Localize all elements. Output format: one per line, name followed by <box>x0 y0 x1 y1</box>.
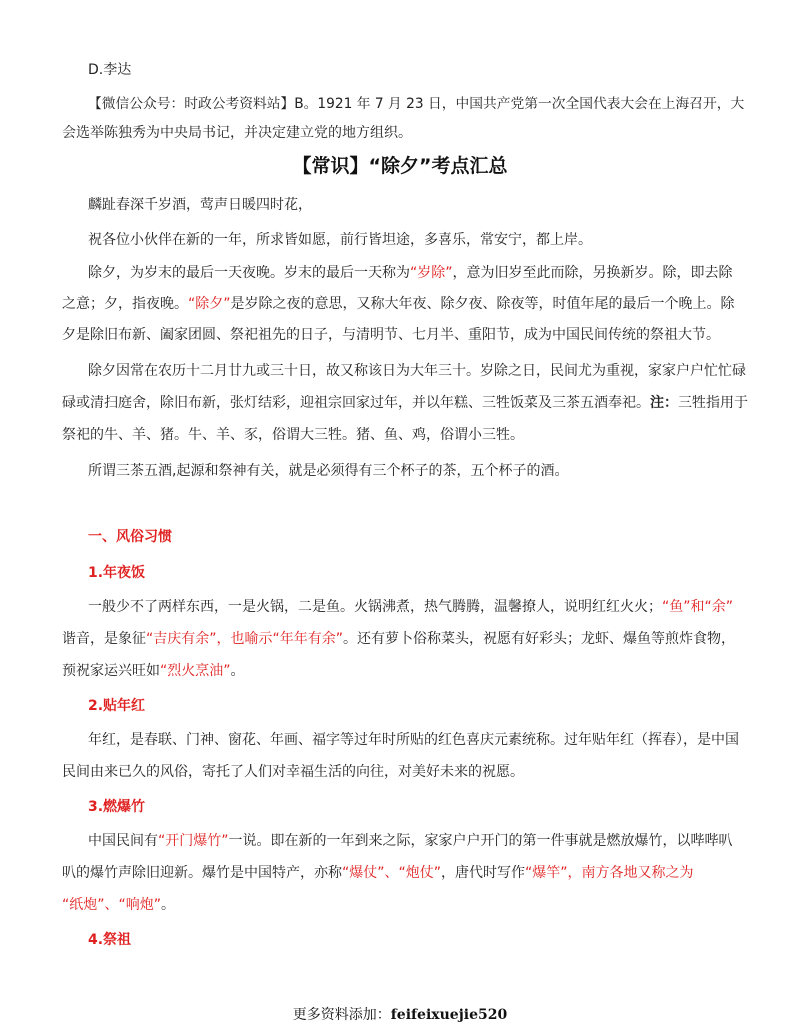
text-segment: 。 <box>161 897 176 913</box>
text-segment: 。 <box>230 663 245 679</box>
text-segment: 除夕，为岁末的最后一天夜晚。岁末的最后一天称为 <box>88 265 410 281</box>
footer-contact <box>0 1004 800 1024</box>
text-segment: 叭的爆竹声除旧迎新。爆竹是中国特产，亦称 <box>62 865 342 881</box>
intro-paragraph-4-line1: 除夕因常在农历十二月廿九或三十日，故又称该日为大年三十。岁除之日，民间尤为重视，家家户户忙忙碌 <box>88 363 746 379</box>
intro-paragraph-4-line2 <box>62 393 748 413</box>
text-segment: 谐音，是象征 <box>62 631 146 647</box>
sub3-line3 <box>62 895 175 915</box>
text-segment: 。还有萝卜俗称菜头，祝愿有好彩头；龙虾、爆鱼等煎炸食物， <box>343 631 736 647</box>
text-segment: 碌或清扫庭舍，除旧布新，张灯结彩，迎祖宗回家过年，并以年糕、三牲饭菜及三茶五酒奉祀。 <box>62 395 650 411</box>
answer-explain-line2: 会选举陈独秀为中央局书记，并决定建立党的地方组织。 <box>62 125 412 141</box>
subsection-title-3: 3.燃爆竹 <box>88 799 146 815</box>
sub2-line2: 民间由来已久的风俗，寄托了人们对幸福生活的向往，对美好未来的祝愿。 <box>62 764 524 780</box>
text-segment: 中国民间有 <box>88 833 158 849</box>
note-label: 注： <box>650 395 678 411</box>
highlight-term: “鱼”和“余” <box>662 599 734 615</box>
text-segment: ，唐代时写作 <box>441 865 526 881</box>
intro-paragraph-4-line3: 祭祀的牛、羊、猪。牛、羊、豕，俗谓大三牲。猪、鱼、鸡，俗谓小三牲。 <box>62 427 524 443</box>
answer-explain-line1: 【微信公众号：时政公考资料站】B。1921 年 7 月 23 日，中国共产党第一次全国代表大会在上海召开，大 <box>88 96 745 112</box>
sub3-line2 <box>62 863 694 883</box>
sub1-line2 <box>62 629 735 649</box>
highlight-term: “除夕” <box>188 296 231 312</box>
highlight-term: “吉庆有余”，也喻示“年年有余” <box>146 631 344 647</box>
sub1-line1 <box>88 597 733 617</box>
subsection-title-1: 1.年夜饭 <box>88 565 146 581</box>
answer-option: D.李达 <box>88 62 132 78</box>
intro-paragraph-1: 麟趾春深千岁酒，莺声日暖四时花， <box>88 197 312 213</box>
highlight-term: “烈火烹油” <box>160 663 231 679</box>
intro-paragraph-3-line1 <box>88 263 733 283</box>
text-segment: 一说。即在新的一年到来之际，家家户户开门的第一件事就是燃放爆竹，以哔哔叭 <box>228 833 733 849</box>
text-segment: 是岁除之夜的意思，又称大年夜、除夕夜、除夜等，时值年尾的最后一个晚上。除 <box>230 296 735 312</box>
highlight-term: “岁除” <box>410 265 453 281</box>
subsection-title-4: 4.祭祖 <box>88 932 132 948</box>
text-segment: 之意；夕，指夜晚。 <box>62 296 188 312</box>
intro-paragraph-3-line2 <box>62 294 735 314</box>
footer-label: 更多资料添加： <box>292 1007 391 1023</box>
sub2-line1: 年红，是春联、门神、窗花、年画、福字等过年时所贴的红色喜庆元素统称。过年贴年红（挥春），是中国 <box>88 732 739 748</box>
text-segment: ，意为旧岁至此而除，另换新岁。除，即去除 <box>452 265 733 281</box>
text-segment: 三牲指用于 <box>678 395 748 411</box>
intro-paragraph-5: 所谓三茶五酒,起源和祭神有关，就是必须得有三个杯子的茶，五个杯子的酒。 <box>88 463 569 479</box>
highlight-term: “爆仗”、“炮仗” <box>342 865 442 881</box>
text-segment: 预祝家运兴旺如 <box>62 663 160 679</box>
footer-wechat-id: feifeixuejie520 <box>390 1007 508 1023</box>
highlight-term: “爆竿”，南方各地又称之为 <box>525 865 694 881</box>
intro-paragraph-2: 祝各位小伙伴在新的一年，所求皆如愿，前行皆坦途，多喜乐，常安宁，都上岸。 <box>88 232 592 248</box>
highlight-term: “纸炮”、“响炮” <box>62 897 162 913</box>
subsection-title-2: 2.贴年红 <box>88 698 146 714</box>
page-title: 【常识】“除夕”考点汇总 <box>292 155 508 177</box>
section-title: 一、风俗习惯 <box>88 529 172 545</box>
intro-paragraph-3-line3: 夕是除旧布新、阖家团圆、祭祀祖先的日子，与清明节、七月半、重阳节，成为中国民间传统的祭祖大节。 <box>62 327 720 343</box>
sub1-line3 <box>62 661 245 681</box>
text-segment: 一般少不了两样东西，一是火锅，二是鱼。火锅沸煮，热气腾腾，温馨撩人，说明红红火火； <box>88 599 662 615</box>
sub3-line1 <box>88 831 733 851</box>
highlight-term: “开门爆竹” <box>158 833 229 849</box>
